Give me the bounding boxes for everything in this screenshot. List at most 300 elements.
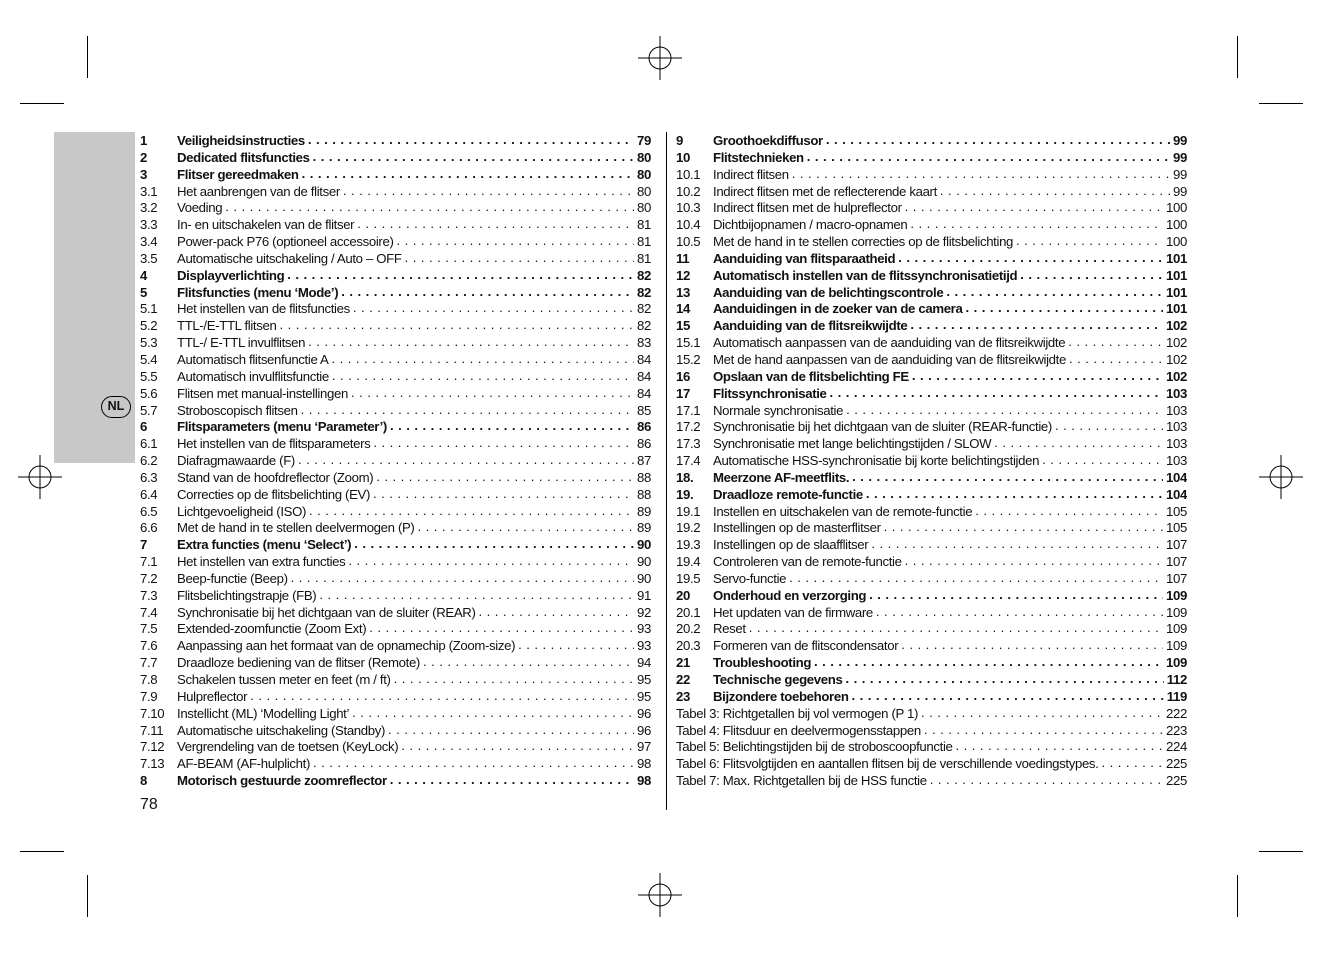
toc-entry-number: 17: [676, 385, 690, 401]
toc-entry-page: 103: [1166, 385, 1187, 401]
dot-leader: [394, 672, 634, 688]
toc-entry-page: 119: [1166, 688, 1187, 704]
toc-entry: [676, 605, 1187, 622]
toc-entry-number: 19.1: [676, 503, 701, 519]
toc-entry-page: 107: [1166, 537, 1187, 553]
toc-entry-title: Automatische uitschakeling / Auto – OFF: [177, 250, 402, 266]
toc-entry-page: 81: [637, 217, 651, 233]
toc-entry-title: Flitsparameters (menu ‘Parameter’): [177, 419, 387, 435]
toc-entry-page: 112: [1166, 672, 1187, 687]
toc-entry: [676, 301, 1187, 318]
toc-entry-page: 80: [637, 200, 651, 216]
toc-entry: [140, 436, 651, 453]
toc-entry-title: Indirect flitsen met de reflecterende kaart: [713, 183, 937, 199]
toc-entry: [140, 285, 651, 302]
toc-entry: [676, 554, 1187, 571]
toc-entry-number: 10.5: [676, 234, 701, 250]
toc-entry-page: 102: [1166, 368, 1187, 384]
toc-entry: [676, 403, 1187, 420]
toc-entry: [676, 571, 1187, 588]
toc-entry-title: Aanpassing aan het formaat van de opnamechip (Zoom-size): [177, 638, 516, 654]
toc-entry-page: 82: [637, 284, 651, 300]
toc-entry: [676, 133, 1187, 150]
toc-entry: [676, 470, 1187, 487]
dot-leader: [845, 672, 1163, 688]
toc-entry: [140, 268, 651, 285]
toc-entry-number: 7.11: [140, 722, 164, 738]
toc-entry-title: Flitsbelichtingstrapje (FB): [177, 587, 317, 603]
toc-entry-page: 90: [637, 554, 651, 570]
dot-leader: [789, 571, 1163, 587]
toc-entry-number: 19.5: [676, 570, 701, 586]
toc-entry: [140, 200, 651, 217]
toc-entry: [140, 487, 651, 504]
dot-leader: [866, 487, 1163, 503]
toc-entry-title: Power-pack P76 (optioneel accessoire): [177, 234, 394, 250]
toc-entry: [676, 318, 1187, 335]
toc-entry-page: 101: [1166, 267, 1187, 283]
toc-entry-page: 86: [637, 419, 651, 435]
toc-entry-title: AF-BEAM (AF-hulplicht): [177, 756, 310, 772]
dot-leader: [846, 403, 1163, 419]
toc-entry-title: Normale synchronisatie: [713, 402, 844, 418]
dot-leader: [354, 537, 634, 553]
toc-entry-title: Technische gegevens: [713, 672, 843, 687]
dot-leader: [956, 739, 1164, 755]
toc-column-left: [140, 133, 651, 790]
toc-entry-title: Flitsen met manual-instellingen: [177, 385, 348, 401]
dot-leader: [308, 133, 634, 149]
dot-leader: [830, 386, 1164, 402]
dot-leader: [331, 352, 634, 368]
toc-entry: [676, 638, 1187, 655]
dot-leader: [287, 268, 634, 284]
dot-leader: [1068, 335, 1163, 351]
toc-entry-title: Dedicated flitsfuncties: [177, 149, 310, 165]
toc-entry: [676, 706, 1187, 723]
dot-leader: [351, 386, 634, 402]
toc-entry: [140, 554, 651, 571]
dot-leader: [291, 571, 634, 587]
toc-entry-page: 94: [637, 655, 651, 671]
toc-entry: [140, 184, 651, 201]
toc-entry: [140, 537, 651, 554]
toc-entry: [140, 419, 651, 436]
toc-entry-title: Automatisch aanpassen van de aanduiding van de flitsreikwijdte: [713, 335, 1066, 351]
toc-entry: [676, 217, 1187, 234]
toc-entry: [676, 251, 1187, 268]
dot-leader: [319, 588, 634, 604]
toc-entry-title: Aanduiding van de flitsreikwijdte: [713, 318, 908, 334]
dot-leader: [910, 217, 1163, 233]
dot-leader: [901, 638, 1163, 654]
toc-entry-page: 100: [1166, 234, 1187, 250]
toc-entry-title: Automatisch invulflitsfunctie: [177, 368, 329, 384]
dot-leader: [302, 167, 634, 183]
toc-entry-number: 3.3: [140, 217, 158, 233]
toc-entry: [676, 537, 1187, 554]
toc-entry-page: 224: [1166, 739, 1187, 755]
toc-entry-page: 107: [1166, 570, 1187, 586]
toc-entry: [676, 184, 1187, 201]
toc-entry: [140, 217, 651, 234]
dot-leader: [930, 773, 1163, 789]
dot-leader: [792, 167, 1170, 183]
dot-leader: [921, 706, 1163, 722]
toc-entry-title: Motorisch gestuurde zoomreflector: [177, 773, 387, 789]
crop-mark: [20, 851, 64, 852]
toc-entry-page: 105: [1166, 520, 1187, 536]
toc-entry-title: Draadloze remote-functie: [713, 486, 863, 502]
toc-entry-title: Veiligheidsinstructies: [177, 133, 305, 148]
toc-entry-page: 109: [1166, 604, 1187, 620]
dot-leader: [373, 436, 634, 452]
toc-entry-number: 5.1: [140, 301, 158, 317]
dot-leader: [308, 335, 634, 351]
toc-entry-title: Het instellen van extra functies: [177, 554, 346, 570]
dot-leader: [313, 756, 634, 772]
toc-entry-number: 5.5: [140, 368, 158, 384]
toc-entry-title: Instellingen op de masterflitser: [713, 520, 881, 536]
toc-entry: [676, 419, 1187, 436]
toc-entry: [676, 453, 1187, 470]
toc-entry-number: 7.8: [140, 672, 158, 687]
dot-leader: [912, 369, 1163, 385]
dot-leader: [884, 520, 1163, 536]
toc-entry-page: 96: [637, 705, 651, 721]
toc-entry-number: 5.2: [140, 318, 158, 334]
toc-entry-title: In- en uitschakelen van de flitser: [177, 217, 355, 233]
dot-leader: [826, 133, 1170, 149]
dot-leader: [353, 301, 634, 317]
toc-entry-page: 223: [1166, 722, 1187, 738]
toc-entry-title: Het updaten van de firmware: [713, 604, 873, 620]
toc-entry: [676, 487, 1187, 504]
toc-entry-title: Automatische HSS-synchronisatie bij korte belichtingstijden: [713, 453, 1040, 469]
dot-leader: [298, 453, 634, 469]
toc-entry-page: 101: [1166, 284, 1187, 300]
toc-entry-number: 5.6: [140, 385, 158, 401]
toc-entry-title: Meerzone AF-meetflits.: [713, 469, 850, 485]
toc-entry: [676, 167, 1187, 184]
toc-entry-number: 6.2: [140, 453, 158, 469]
dot-leader: [388, 723, 634, 739]
toc-entry-title: Met de hand in te stellen correcties op de flitsbelichting: [713, 234, 1014, 250]
toc-entry-number: 7.13: [140, 756, 165, 772]
toc-entry-title: Schakelen tussen meter en feet (m / ft): [177, 672, 391, 687]
toc-entry-title: Hulpreflector: [177, 688, 248, 704]
toc-entry-page: 88: [637, 486, 651, 502]
toc-entry-title: Stand van de hoofdreflector (Zoom): [177, 469, 374, 485]
toc-entry: [676, 386, 1187, 403]
toc-entry-page: 93: [637, 638, 651, 654]
toc-entry-page: 80: [637, 149, 651, 165]
toc-entry-title: Voeding: [177, 200, 223, 216]
toc-entry-page: 103: [1166, 402, 1187, 418]
toc-entry-page: 101: [1166, 301, 1187, 317]
dot-leader: [946, 285, 1163, 301]
dot-leader: [871, 537, 1163, 553]
toc-entry-number: 15: [676, 318, 690, 334]
toc-entry: [676, 234, 1187, 251]
toc-entry-page: 104: [1166, 486, 1187, 502]
toc-entry-title: Tabel 5: Belichtingstijden bij de stroboscoopfunctie: [676, 739, 953, 755]
toc-entry: [140, 386, 651, 403]
toc-entry: [140, 470, 651, 487]
registration-mark-right: [1259, 455, 1303, 499]
crop-mark: [1259, 851, 1303, 852]
toc-entry-number: 6: [140, 419, 147, 435]
toc-entry-page: 88: [637, 469, 651, 485]
toc-entry-page: 85: [637, 402, 651, 418]
toc-entry-number: 7.7: [140, 655, 158, 671]
toc-entry-title: Dichtbijopnamen / macro-opnamen: [713, 217, 908, 233]
toc-entry-title: Draadloze bediening van de flitser (Remote): [177, 655, 420, 671]
dot-leader: [343, 184, 634, 200]
toc-entry: [676, 268, 1187, 285]
toc-entry-number: 4: [140, 267, 147, 283]
toc-entry-number: 3.4: [140, 234, 158, 250]
toc-entry-number: 3.5: [140, 250, 158, 266]
toc-entry: [140, 453, 651, 470]
crop-mark: [87, 36, 88, 78]
toc-entry-page: 102: [1166, 318, 1187, 334]
toc-entry-page: 225: [1166, 756, 1187, 772]
toc-entry-number: 5.7: [140, 402, 158, 418]
toc-entry: [140, 301, 651, 318]
toc-entry-number: 6.3: [140, 469, 158, 485]
dot-leader: [994, 436, 1163, 452]
toc-entry-page: 101: [1166, 250, 1187, 266]
toc-entry: [140, 605, 651, 622]
toc-entry-title: Tabel 6: Flitsvolgtijden en aantallen flitsen bij de verschillende voedingstypes.: [676, 756, 1099, 772]
toc-entry-title: Onderhoud en verzorging: [713, 587, 867, 603]
toc-entry-page: 90: [637, 537, 651, 553]
toc-entry: [676, 756, 1187, 773]
toc-entry-title: Instellen en uitschakelen van de remote-functie: [713, 503, 973, 519]
toc-entry-page: 98: [637, 756, 651, 772]
toc-entry-page: 89: [637, 520, 651, 536]
toc-entry: [140, 403, 651, 420]
toc-entry-title: Aanduiding van de belichtingscontrole: [713, 284, 944, 300]
toc-entry-title: Groothoekdiffusor: [713, 133, 823, 148]
toc-entry-title: Het instellen van de flitsparameters: [177, 436, 371, 452]
dot-leader: [250, 689, 634, 705]
toc-entry: [140, 251, 651, 268]
toc-entry: [676, 200, 1187, 217]
toc-column-right: [676, 133, 1187, 790]
toc-entry-number: 13: [676, 284, 690, 300]
toc-entry-title: Formeren van de flitscondensator: [713, 638, 899, 654]
toc-entry-number: 14: [676, 301, 690, 317]
toc-entry-number: 10: [676, 149, 690, 165]
toc-entry-page: 109: [1166, 638, 1187, 654]
toc-entry: [140, 352, 651, 369]
toc-entry-page: 99: [1173, 133, 1187, 148]
toc-entry-page: 84: [637, 385, 651, 401]
toc-entry-page: 102: [1166, 335, 1187, 351]
toc-entry-page: 84: [637, 368, 651, 384]
dot-leader: [1055, 419, 1163, 435]
toc-entry: [140, 520, 651, 537]
dot-leader: [1020, 268, 1163, 284]
dot-leader: [373, 487, 634, 503]
toc-entry-title: Synchronisatie met lange belichtingstijden / SLOW: [713, 436, 992, 452]
crop-mark: [1237, 875, 1238, 917]
toc-entry-number: 3: [140, 166, 147, 182]
dot-leader: [357, 217, 634, 233]
toc-entry-page: 103: [1166, 436, 1187, 452]
toc-entry-title: Correcties op de flitsbelichting (EV): [177, 486, 371, 502]
toc-entry-number: 22: [676, 672, 690, 687]
dot-leader: [910, 318, 1163, 334]
toc-entry: [140, 369, 651, 386]
toc-entry-title: Controleren van de remote-functie: [713, 554, 902, 570]
dot-leader: [479, 605, 635, 621]
toc-entry-page: 105: [1166, 503, 1187, 519]
toc-entry-number: 7.4: [140, 604, 158, 620]
toc-entry-number: 1: [140, 133, 147, 148]
toc-entry-number: 9: [676, 133, 683, 148]
crop-mark: [1259, 103, 1303, 104]
toc-entry-number: 17.3: [676, 436, 701, 452]
toc-entry-number: 3.1: [140, 183, 158, 199]
toc-entry-number: 18.: [676, 469, 694, 485]
toc-entry: [140, 621, 651, 638]
dot-leader: [876, 605, 1163, 621]
toc-entry-page: 95: [637, 688, 651, 704]
toc-entry-page: 109: [1166, 621, 1187, 637]
toc-entry-number: 19.3: [676, 537, 701, 553]
toc-entry-title: Extended-zoomfunctie (Zoom Ext): [177, 621, 367, 637]
registration-mark-bottom: [638, 873, 682, 917]
dot-leader: [405, 251, 634, 267]
toc-entry: [140, 723, 651, 740]
toc-entry-title: Stroboscopisch flitsen: [177, 402, 298, 418]
toc-entry: [676, 655, 1187, 672]
toc-entry-page: 80: [637, 166, 651, 182]
toc-entry-number: 20.2: [676, 621, 701, 637]
toc-entry: [140, 773, 651, 790]
toc-entry: [140, 335, 651, 352]
toc-entry-title: Het aanbrengen van de flitser: [177, 183, 340, 199]
toc-entry-number: 6.5: [140, 503, 158, 519]
dot-leader: [348, 554, 634, 570]
toc-entry-page: 109: [1166, 587, 1187, 603]
dot-leader: [352, 706, 634, 722]
toc-entry-title: Opslaan van de flitsbelichting FE: [713, 368, 909, 384]
toc-entry: [676, 520, 1187, 537]
toc-entry-number: 21: [676, 655, 690, 671]
toc-entry-number: 8: [140, 773, 147, 789]
toc-entry: [140, 706, 651, 723]
toc-entry-number: 19.: [676, 486, 694, 502]
dot-leader: [852, 689, 1164, 705]
toc-entry-title: Indirect flitsen: [713, 166, 789, 182]
toc-entry-page: 107: [1166, 554, 1187, 570]
toc-entry-number: 19.4: [676, 554, 701, 570]
toc-entry-page: 91: [637, 587, 651, 603]
toc-entry: [140, 638, 651, 655]
dot-leader: [396, 234, 634, 250]
toc-entry: [140, 571, 651, 588]
language-badge: NL: [101, 396, 131, 418]
toc-entry-page: 92: [637, 604, 651, 620]
toc-entry-title: Beep-functie (Beep): [177, 570, 288, 586]
toc-entry-title: Lichtgevoeligheid (ISO): [177, 503, 307, 519]
toc-entry-title: Synchronisatie bij het dichtgaan van de sluiter (REAR-functie): [713, 419, 1052, 435]
toc-entry-page: 102: [1166, 351, 1187, 367]
toc-entry-title: Extra functies (menu ‘Select’): [177, 537, 352, 553]
toc-entry-number: 10.2: [676, 183, 701, 199]
toc-entry-page: 95: [637, 672, 651, 687]
dot-leader: [905, 200, 1163, 216]
toc-entry-page: 103: [1166, 453, 1187, 469]
toc-entry-title: Instellicht (ML) ‘Modelling Light’: [177, 705, 350, 721]
toc-entry: [140, 588, 651, 605]
toc-entry: [140, 739, 651, 756]
crop-mark: [20, 103, 64, 104]
dot-leader: [1042, 453, 1163, 469]
dot-leader: [965, 301, 1163, 317]
toc-entry-number: 10.1: [676, 166, 701, 182]
toc-entry-page: 90: [637, 570, 651, 586]
toc-entry-number: 11: [676, 250, 690, 266]
toc-entry-page: 84: [637, 351, 651, 367]
toc-entry-title: Reset: [713, 621, 746, 637]
dot-leader: [423, 655, 634, 671]
dot-leader: [869, 588, 1163, 604]
toc-entry-number: 7.6: [140, 638, 158, 654]
toc-entry: [676, 436, 1187, 453]
toc-entry: [676, 739, 1187, 756]
toc-entry-page: 81: [637, 250, 651, 266]
toc-entry: [676, 689, 1187, 706]
toc-entry: [140, 150, 651, 167]
toc-entry-title: TTL-/E-TTL flitsen: [177, 318, 277, 334]
toc-entry-number: 7.3: [140, 587, 158, 603]
toc-entry-title: Automatische uitschakeling (Standby): [177, 722, 386, 738]
toc-entry-title: Met de hand aanpassen van de aanduiding van de flitsreikwijdte: [713, 351, 1066, 367]
toc-entry-title: Automatisch flitsenfunctie A: [177, 351, 329, 367]
toc-entry-page: 225: [1166, 773, 1187, 789]
toc-entry: [676, 285, 1187, 302]
toc-entry-page: 109: [1166, 655, 1187, 671]
toc-entry-number: 6.4: [140, 486, 158, 502]
toc-entry-title: Met de hand in te stellen deelvermogen (P): [177, 520, 415, 536]
toc-entry-page: 79: [637, 133, 651, 148]
crop-mark: [87, 875, 88, 917]
toc-entry: [140, 655, 651, 672]
dot-leader: [225, 200, 634, 216]
dot-leader: [749, 621, 1163, 637]
column-divider: [666, 132, 667, 810]
toc-entry: [676, 352, 1187, 369]
toc-entry: [140, 234, 651, 251]
toc-entry-page: 87: [637, 453, 651, 469]
toc-entry: [676, 335, 1187, 352]
toc-entry-title: Diafragmawaarde (F): [177, 453, 295, 469]
toc-entry-number: 17.4: [676, 453, 701, 469]
dot-leader: [390, 773, 634, 789]
toc-entry-page: 103: [1166, 419, 1187, 435]
toc-entry-number: 5: [140, 284, 147, 300]
dot-leader: [1069, 352, 1163, 368]
toc-entry-page: 82: [637, 267, 651, 283]
toc-entry: [140, 672, 651, 689]
toc-entry-number: 7.5: [140, 621, 158, 637]
toc-entry-page: 81: [637, 234, 651, 250]
